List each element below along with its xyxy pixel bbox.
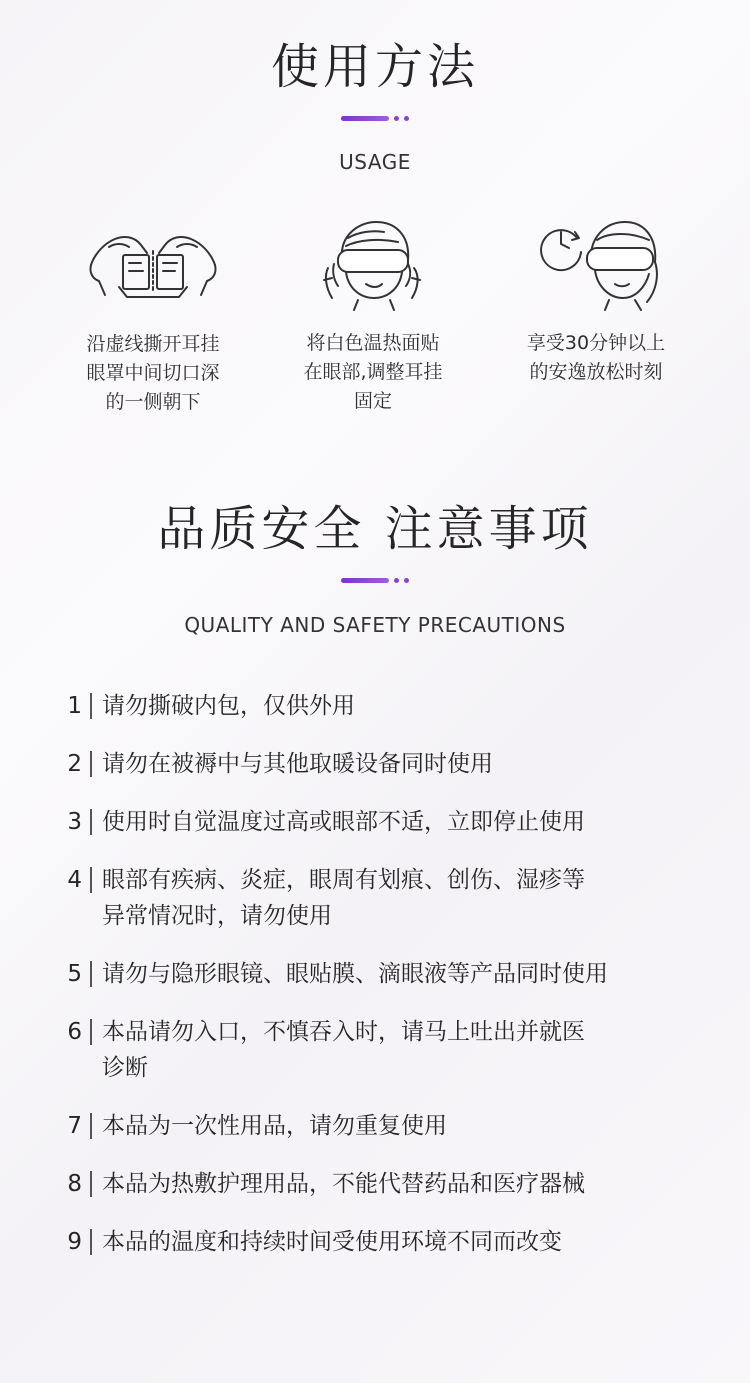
usage-title: 使用方法 <box>270 39 479 95</box>
list-item: 2 请勿在被褥中与其他取暖设备同时使用 <box>67 751 493 777</box>
list-item: 4 眼部有疾病、炎症，眼周有划痕、创伤、湿疹等 异常情况时，请勿使用 <box>67 867 585 929</box>
list-item: 8 本品为热敷护理用品，不能代替药品和医疗器械 <box>67 1171 585 1197</box>
usage-step-3-caption: 享受30分钟以上 的安逸放松时刻 <box>526 332 666 383</box>
safety-title: 品质安全 注意事项 <box>157 501 593 557</box>
list-item: 1 请勿撕破内包，仅供外用 <box>67 693 355 719</box>
precautions-list <box>60 688 700 1260</box>
list-item: 5 请勿与隐形眼镜、眼贴膜、滴眼液等产品同时使用 <box>67 961 608 987</box>
safety-subtitle: QUALITY AND SAFETY PRECAUTIONS <box>184 613 566 637</box>
list-item: 6 本品请勿入口，不慎吞入时，请马上吐出并就医 诊断 <box>67 1019 585 1081</box>
clock-relax-icon <box>531 218 661 313</box>
usage-step-2 <box>273 218 473 416</box>
person-wearing-mask-icon <box>318 218 428 313</box>
usage-step-1 <box>53 225 253 417</box>
safety-divider <box>0 578 750 583</box>
list-item: 7 本品为一次性用品，请勿重复使用 <box>67 1113 447 1139</box>
usage-step-2-caption: 将白色温热面贴 在眼部,调整耳挂 固定 <box>303 332 443 412</box>
usage-step-3 <box>496 218 696 387</box>
usage-subtitle: USAGE <box>339 150 411 174</box>
hands-tearing-mask-icon <box>83 225 223 305</box>
list-item: 3 使用时自觉温度过高或眼部不适，立即停止使用 <box>67 809 585 835</box>
usage-step-1-caption: 沿虚线撕开耳挂 眼罩中间切口深 的一侧朝下 <box>86 333 220 413</box>
list-item: 9 本品的温度和持续时间受使用环境不同而改变 <box>67 1229 562 1255</box>
usage-divider <box>0 116 750 121</box>
